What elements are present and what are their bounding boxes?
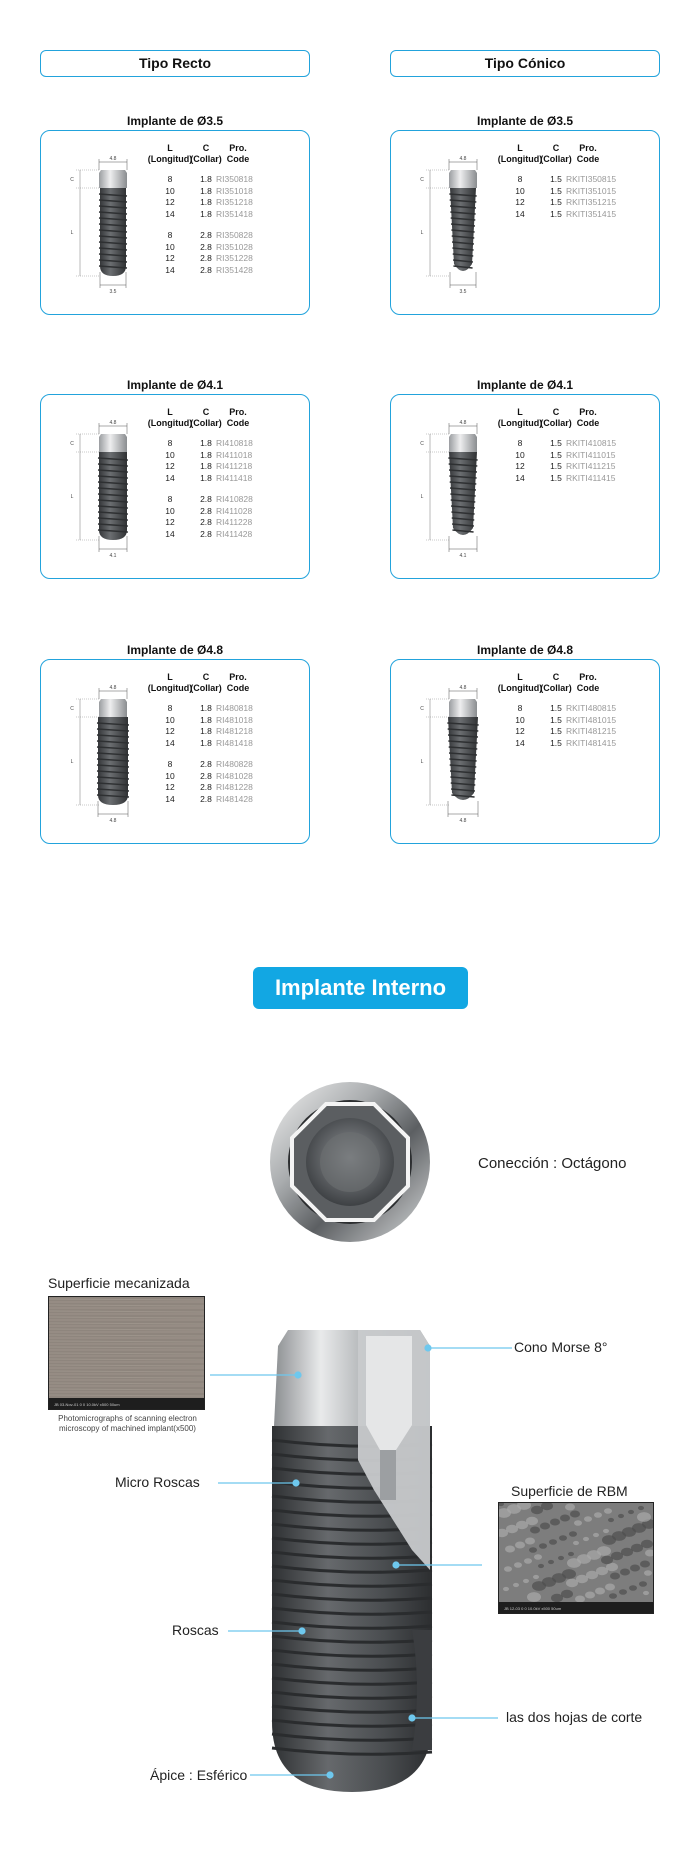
top-dimension: 4.8 xyxy=(459,156,467,162)
machined-surface-label: Superficie mecanizada xyxy=(48,1275,190,1291)
length-value: 12 xyxy=(165,197,175,207)
bottom-dimension: 4.8 xyxy=(109,818,117,824)
threads-label: Roscas xyxy=(172,1622,219,1638)
bottom-dimension: 4.8 xyxy=(459,818,467,824)
header-code-line2: Code xyxy=(226,154,250,164)
header-collar-line2: (Collar) xyxy=(540,418,572,428)
collar-value: 2.8 xyxy=(200,253,212,263)
collar-value: 1.8 xyxy=(200,197,212,207)
header-length-line1: L xyxy=(167,143,173,153)
length-value: 14 xyxy=(515,737,525,748)
collar-marker: C xyxy=(420,441,424,447)
header-collar-line2: (Collar) xyxy=(540,683,572,693)
apex-label: Ápice : Esférico xyxy=(150,1767,248,1783)
product-code: RI481218 xyxy=(216,726,253,736)
length-value: 8 xyxy=(517,174,523,184)
bottom-dimension: 4.1 xyxy=(459,553,467,559)
product-code: RI351418 xyxy=(216,208,253,219)
length-value: 12 xyxy=(165,517,175,527)
product-code: RI351018 xyxy=(216,185,253,196)
product-code: RKITI481215 xyxy=(566,726,617,736)
product-code: RI411218 xyxy=(216,461,253,471)
header-length-line1: L xyxy=(167,672,173,682)
length-value: 10 xyxy=(165,185,175,196)
collar-value: 2.8 xyxy=(200,494,212,504)
bottom-dimension: 4.1 xyxy=(109,553,117,559)
collar-value: 1.8 xyxy=(200,737,212,748)
product-code: RI351228 xyxy=(216,253,253,263)
collar-value: 1.8 xyxy=(200,449,212,460)
morse-label: Cono Morse 8° xyxy=(514,1339,608,1355)
product-code: RI411228 xyxy=(216,517,253,527)
collar-value: 1.5 xyxy=(550,726,562,736)
product-code: RKITI351015 xyxy=(566,185,617,196)
product-code: RI350828 xyxy=(216,230,253,240)
length-value: 10 xyxy=(165,449,175,460)
collar-value: 1.5 xyxy=(550,703,562,713)
collar-value: 1.8 xyxy=(200,185,212,196)
product-code: RI480828 xyxy=(216,759,253,769)
length-value: 12 xyxy=(515,726,525,736)
length-value: 10 xyxy=(515,449,525,460)
svg-text:JB 12-03 0 0 10.0k: JB 12-03 0 0 10.0kV x500 50um xyxy=(504,1606,562,1611)
header-collar-line1: C xyxy=(552,407,560,417)
product-code: RI351028 xyxy=(216,241,253,252)
card-title: Implante de Ø4.1 xyxy=(476,378,574,392)
collar-value: 1.5 xyxy=(550,737,562,748)
collar-value: 2.8 xyxy=(200,505,212,516)
rbm-surface-label: Superficie de RBM xyxy=(511,1483,628,1499)
length-marker: L xyxy=(70,230,74,236)
collar-marker: C xyxy=(70,177,74,183)
collar-value: 1.8 xyxy=(200,714,212,725)
header-length-line2: (Longitud) xyxy=(497,418,543,428)
top-dimension: 4.8 xyxy=(109,156,117,162)
implante-interno-button[interactable]: Implante Interno xyxy=(253,967,468,1009)
length-value: 8 xyxy=(167,759,173,769)
card-title: Implante de Ø4.8 xyxy=(126,643,224,657)
length-value: 12 xyxy=(165,782,175,792)
length-value: 12 xyxy=(515,461,525,471)
collar-value: 2.8 xyxy=(200,241,212,252)
header-collar-line1: C xyxy=(202,143,210,153)
header-collar-line2: (Collar) xyxy=(190,418,222,428)
machined-caption-line2: microscopy of machined implant(x500) xyxy=(59,1424,196,1433)
length-value: 10 xyxy=(165,714,175,725)
collar-value: 2.8 xyxy=(200,770,212,781)
product-code: RKITI411015 xyxy=(566,449,616,460)
connection-label: Conección : Octágono xyxy=(478,1155,627,1172)
collar-marker: C xyxy=(420,177,424,183)
product-code: RI481228 xyxy=(216,782,253,792)
collar-value: 1.5 xyxy=(550,185,562,196)
collar-value: 1.5 xyxy=(550,472,562,483)
header-collar-line1: C xyxy=(552,672,560,682)
header-code-line1: Pro. xyxy=(229,672,247,682)
machined-caption-line1: Photomicrographs of scanning electron xyxy=(58,1414,197,1423)
bottom-dimension: 3.5 xyxy=(459,289,467,295)
length-value: 14 xyxy=(515,472,525,483)
product-code: RI481018 xyxy=(216,714,253,725)
collar-value: 1.8 xyxy=(200,174,212,184)
length-value: 14 xyxy=(165,264,175,275)
length-value: 12 xyxy=(165,726,175,736)
rbm-surface-micrograph xyxy=(498,1502,654,1614)
bottom-dimension: 3.5 xyxy=(109,289,117,295)
header-collar-line2: (Collar) xyxy=(190,154,222,164)
collar-marker: C xyxy=(420,706,424,712)
collar-value: 2.8 xyxy=(200,230,212,240)
header-length-line2: (Longitud) xyxy=(147,154,193,164)
top-dimension: 4.8 xyxy=(459,685,467,691)
header-length-line1: L xyxy=(517,672,523,682)
length-value: 10 xyxy=(165,241,175,252)
collar-value: 2.8 xyxy=(200,793,212,804)
collar-value: 1.5 xyxy=(550,438,562,448)
header-collar-line2: (Collar) xyxy=(190,683,222,693)
product-code: RI481418 xyxy=(216,737,253,748)
header-code-line1: Pro. xyxy=(229,407,247,417)
product-code: RKITI350815 xyxy=(566,174,617,184)
length-value: 8 xyxy=(517,703,523,713)
header-code-line2: Code xyxy=(226,683,250,693)
product-code: RKITI481415 xyxy=(566,737,617,748)
header-length-line1: L xyxy=(517,407,523,417)
header-collar-line1: C xyxy=(552,143,560,153)
product-code: RI351218 xyxy=(216,197,253,207)
collar-value: 1.5 xyxy=(550,714,562,725)
product-code: RKITI351415 xyxy=(566,208,617,219)
product-code: RI411028 xyxy=(216,505,253,516)
collar-value: 2.8 xyxy=(200,517,212,527)
header-code-line1: Pro. xyxy=(579,672,597,682)
length-value: 8 xyxy=(167,438,173,448)
card-title: Implante de Ø3.5 xyxy=(476,114,574,128)
length-value: 14 xyxy=(515,208,525,219)
product-code: RKITI480815 xyxy=(566,703,617,713)
length-value: 14 xyxy=(165,793,175,804)
product-code: RI411018 xyxy=(216,449,253,460)
collar-value: 1.8 xyxy=(200,726,212,736)
header-code-line1: Pro. xyxy=(579,143,597,153)
length-value: 10 xyxy=(165,770,175,781)
length-marker: L xyxy=(420,759,424,765)
length-marker: L xyxy=(420,494,424,500)
header-length-line1: L xyxy=(167,407,173,417)
collar-value: 1.8 xyxy=(200,472,212,483)
svg-text:JB 03-Nov-01 0 0 1: JB 03-Nov-01 0 0 10.0kV x500 50um xyxy=(54,1402,120,1407)
collar-value: 1.5 xyxy=(550,197,562,207)
top-dimension: 4.8 xyxy=(109,685,117,691)
length-value: 12 xyxy=(165,253,175,263)
header-code-line1: Pro. xyxy=(229,143,247,153)
product-code: RKITI481015 xyxy=(566,714,617,725)
length-value: 14 xyxy=(165,528,175,539)
top-dimension: 4.8 xyxy=(459,420,467,426)
collar-value: 2.8 xyxy=(200,264,212,275)
length-marker: L xyxy=(70,494,74,500)
card-title: Implante de Ø3.5 xyxy=(126,114,224,128)
product-code: RI410828 xyxy=(216,494,253,504)
length-value: 10 xyxy=(515,714,525,725)
product-code: RKITI410815 xyxy=(566,438,617,448)
header-code-line2: Code xyxy=(576,418,600,428)
length-value: 12 xyxy=(515,197,525,207)
product-code: RI410818 xyxy=(216,438,253,448)
length-value: 8 xyxy=(167,494,173,504)
collar-value: 1.8 xyxy=(200,703,212,713)
product-code: RI411428 xyxy=(216,528,253,539)
header-length-line2: (Longitud) xyxy=(147,683,193,693)
length-value: 14 xyxy=(165,472,175,483)
collar-value: 1.5 xyxy=(550,174,562,184)
collar-value: 2.8 xyxy=(200,759,212,769)
product-code: RKITI411215 xyxy=(566,461,616,471)
header-collar-line1: C xyxy=(202,407,210,417)
collar-value: 1.5 xyxy=(550,208,562,219)
length-value: 10 xyxy=(165,505,175,516)
header-collar-line1: C xyxy=(202,672,210,682)
collar-value: 2.8 xyxy=(200,528,212,539)
length-marker: L xyxy=(420,230,424,236)
length-marker: L xyxy=(70,759,74,765)
header-length-line2: (Longitud) xyxy=(497,683,543,693)
length-value: 14 xyxy=(165,737,175,748)
collar-value: 2.8 xyxy=(200,782,212,792)
length-value: 8 xyxy=(167,230,173,240)
product-code: RI351428 xyxy=(216,264,253,275)
product-code: RI350818 xyxy=(216,174,253,184)
header-collar-line2: (Collar) xyxy=(540,154,572,164)
collar-value: 1.8 xyxy=(200,438,212,448)
header-code-line2: Code xyxy=(226,418,250,428)
collar-value: 1.5 xyxy=(550,449,562,460)
product-code: RI481028 xyxy=(216,770,253,781)
tipo-recto-header: Tipo Recto xyxy=(40,50,310,77)
length-value: 8 xyxy=(167,174,173,184)
product-code: RKITI411415 xyxy=(566,472,616,483)
product-code: RI411418 xyxy=(216,472,253,483)
collar-value: 1.8 xyxy=(200,461,212,471)
length-value: 8 xyxy=(167,703,173,713)
header-code-line2: Code xyxy=(576,683,600,693)
tipo-conico-header: Tipo Cónico xyxy=(390,50,660,77)
collar-value: 1.5 xyxy=(550,461,562,471)
header-length-line2: (Longitud) xyxy=(497,154,543,164)
length-value: 12 xyxy=(165,461,175,471)
product-code: RI480818 xyxy=(216,703,253,713)
top-dimension: 4.8 xyxy=(109,420,117,426)
cutting-edges-label: las dos hojas de corte xyxy=(506,1709,643,1725)
micro-threads-label: Micro Roscas xyxy=(115,1474,200,1490)
product-code: RI481428 xyxy=(216,793,253,804)
collar-marker: C xyxy=(70,706,74,712)
length-value: 8 xyxy=(517,438,523,448)
header-code-line1: Pro. xyxy=(579,407,597,417)
card-title: Implante de Ø4.8 xyxy=(476,643,574,657)
length-value: 14 xyxy=(165,208,175,219)
length-value: 10 xyxy=(515,185,525,196)
header-length-line1: L xyxy=(517,143,523,153)
header-length-line2: (Longitud) xyxy=(147,418,193,428)
collar-value: 1.8 xyxy=(200,208,212,219)
header-code-line2: Code xyxy=(576,154,600,164)
collar-marker: C xyxy=(70,441,74,447)
card-title: Implante de Ø4.1 xyxy=(126,378,224,392)
product-code: RKITI351215 xyxy=(566,197,617,207)
